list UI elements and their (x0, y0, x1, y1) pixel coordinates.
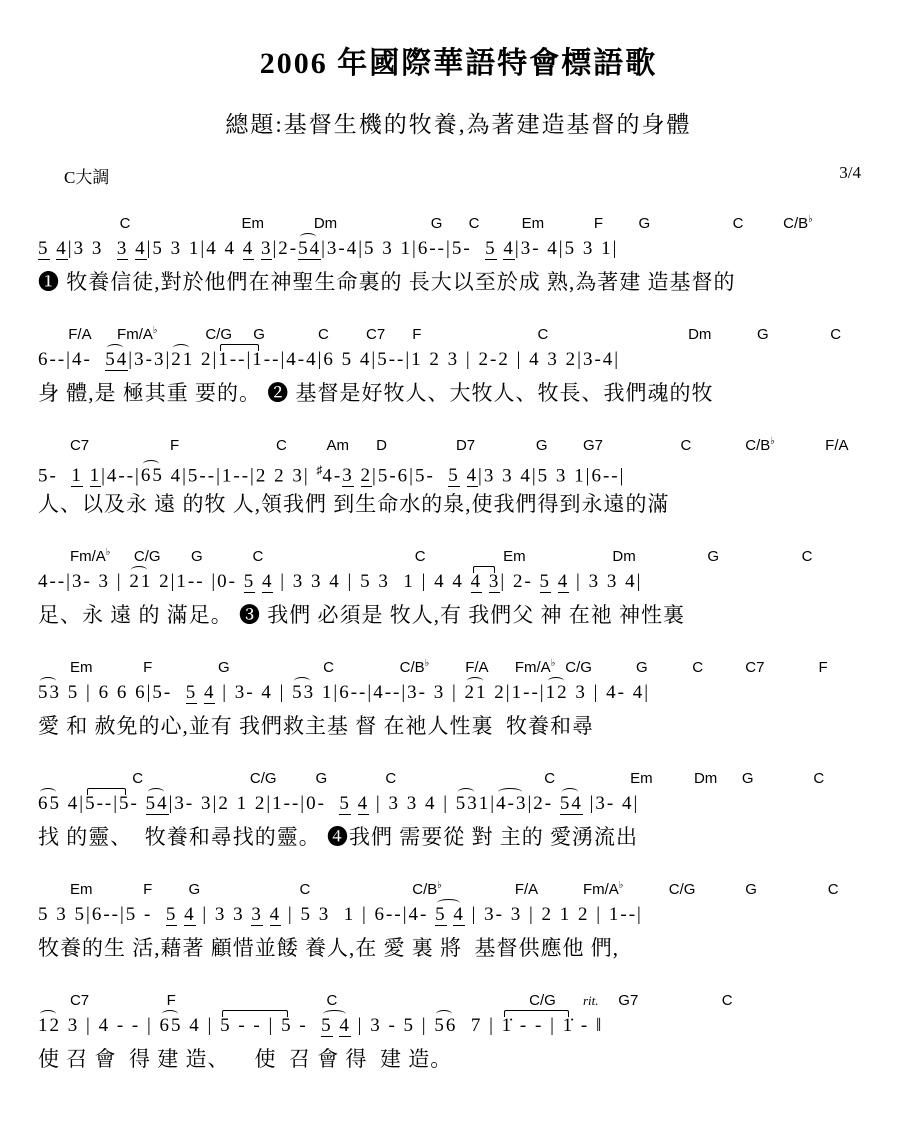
tempo-marking: rit. (582, 993, 599, 1008)
chord-label: C (468, 215, 480, 232)
notation-line: 6--|4- 54|3-3|21 2|1--|1--|4-4|6 5 4|5--|1 2 3 | 2-2 | 4 3 2|3-4| (38, 343, 879, 376)
flat-sign: ♭ (550, 658, 556, 669)
chord-label: D7 (455, 437, 476, 454)
chord-label: F (166, 992, 176, 1009)
chord-row (38, 542, 879, 565)
music-system-5 (38, 653, 879, 743)
music-system-6 (38, 764, 879, 854)
chord-label: C/G (249, 770, 277, 787)
chord-label: C (414, 548, 426, 565)
chord-label: G (741, 770, 754, 787)
lyrics-line: ❶ 牧養信徒,對於他們在神聖生命裏的 長大以至於成 熟,為著建 造基督的 (38, 270, 736, 294)
chord-label: C (318, 326, 329, 343)
flat-sign: ♭ (105, 547, 111, 558)
slur-group: 5 4 (435, 898, 465, 931)
chord-label: C7 (69, 992, 90, 1009)
chord-label: Dm (688, 326, 712, 343)
score (38, 209, 879, 1076)
chord-label: C7 (745, 659, 765, 676)
slur-group: 56 (434, 1009, 457, 1042)
chord-label: C (830, 326, 842, 343)
chord-label: C/G (205, 326, 233, 343)
notation-line: 5- 1 1|4--|65 4|5--|1--|2 2 3| ♯4-3 2|5-6|5- 5 4|3 3 4|5 3 1|6--| (38, 454, 879, 487)
chord-label: C7 (365, 326, 386, 343)
flat-sign: ♭ (618, 880, 624, 891)
slur-group: 4-3 (496, 787, 527, 820)
key-signature: C大調 (64, 168, 110, 187)
chord-label: F/A (514, 881, 539, 898)
chord-label: F (170, 437, 180, 454)
chord-label: G7 (618, 992, 639, 1009)
chord-label: C (680, 437, 692, 454)
slur-group: 54 (146, 787, 169, 820)
chord-label: C (299, 881, 311, 898)
chord-row (38, 986, 879, 1009)
chord-label: Em (241, 215, 265, 232)
chord-label: G (535, 437, 548, 454)
chord-label: C (537, 326, 549, 343)
chord-row (38, 875, 879, 898)
lyrics-line: 使 召 會 得 建 造、 使 召 會 得 建 造。 (38, 1047, 453, 1071)
lyrics-line: 愛 和 赦免的心,並有 我們救主基 督 在祂人性裏 牧養和尋 (38, 714, 594, 738)
slur-group: 5 4 (321, 1009, 351, 1042)
flat-sign: ♭ (152, 325, 158, 336)
tie-group: 4 3 (471, 565, 501, 598)
chord-label: Em (521, 215, 545, 232)
chord-label: Dm (612, 548, 636, 565)
flat-sign: ♭ (770, 436, 775, 447)
flat-sign: ♭ (808, 214, 813, 225)
slur-group: 54 (560, 787, 583, 820)
tie-group: 1̇ - - | 1̇ (502, 1009, 574, 1042)
lyrics-line: 人、以及永 遠 的牧 人,領我們 到生命水的泉,使我們得到永遠的滿 (38, 492, 670, 516)
chord-label: Fm/A♭ (514, 658, 556, 676)
chord-label: C/G (668, 881, 696, 898)
lyrics-line: 牧養的生 活,藉著 顧惜並餧 養人,在 愛 裏 將 基督供應他 們, (38, 936, 619, 960)
chord-label: G (635, 659, 648, 676)
chord-label: G (315, 770, 328, 787)
slur-group: 54 (298, 232, 321, 265)
slur-group: 54 (105, 343, 128, 376)
chord-label: F (412, 326, 422, 343)
music-system-7 (38, 875, 879, 965)
chord-label: G (638, 215, 651, 232)
chord-label: Dm (313, 215, 338, 232)
chord-row (38, 764, 879, 787)
chord-label: C (323, 659, 334, 676)
chord-label: C (252, 548, 264, 565)
chord-label: C/G (565, 659, 592, 676)
chord-label: G (191, 548, 203, 565)
chord-label: C/B♭ (783, 214, 813, 232)
slur-group: 21 (171, 343, 194, 376)
chord-label: Em (69, 881, 93, 898)
chord-label: Am (326, 437, 349, 454)
chord-label: Fm/A♭ (117, 325, 158, 343)
notation-line: 65 4|5--|5- 54|3- 3|2 1 2|1--|0- 5 4 | 3 3 4 | 531|4-3|2- 54 |3- 4| (38, 787, 879, 820)
chord-label: C (813, 770, 825, 787)
key-row (38, 163, 879, 188)
chord-label: C (132, 770, 144, 787)
chord-row (38, 320, 879, 343)
music-system-2 (38, 320, 879, 410)
chord-label: C/G (529, 992, 556, 1009)
chord-label: D (376, 437, 387, 454)
chord-label: G (745, 881, 757, 898)
chord-label: C (544, 770, 556, 787)
chord-label: C (801, 548, 813, 565)
chord-label: C (326, 992, 338, 1009)
chord-label: C (827, 881, 839, 898)
chord-label: C (721, 992, 733, 1009)
slur-group: 53 (456, 787, 479, 820)
chord-label: Em (69, 659, 93, 676)
slur-group: 65 (38, 787, 61, 820)
chord-label: G (188, 881, 201, 898)
chord-label: C (692, 659, 704, 676)
chord-label: Em (630, 770, 653, 787)
music-system-1 (38, 209, 879, 299)
page-title: 2006 年國際華語特會標語歌 (259, 47, 658, 80)
chord-label: G (253, 326, 265, 343)
chord-label: F (593, 215, 604, 232)
chord-label: F (143, 659, 153, 676)
chord-label: C/B♭ (412, 880, 442, 898)
notation-line: 53 5 | 6 6 6|5- 5 4 | 3- 4 | 53 1|6--|4--|3- 3 | 21 2|1--|12 3 | 4- 4| (38, 676, 879, 709)
chord-label: F (143, 881, 153, 898)
notation-line: 5 4|3 3 3 4|5 3 1|4 4 4 3|2-54|3-4|5 3 1|6--|5- 5 4|3- 4|5 3 1| (38, 232, 879, 265)
flat-sign: ♭ (437, 880, 442, 891)
music-system-3 (38, 431, 879, 521)
chord-label: C (276, 437, 287, 454)
chord-label: C/G (133, 548, 161, 565)
slur-group: 53 (38, 676, 61, 709)
chord-label: F/A (825, 437, 849, 454)
slur-group: 21 (129, 565, 152, 598)
chord-label: F (818, 659, 828, 676)
slur-group: 12 (546, 676, 569, 709)
chord-label: G (707, 548, 720, 565)
chord-label: G (217, 659, 230, 676)
subtitle: 總題:基督生機的牧養,為著建造基督的身體 (225, 112, 692, 137)
lyrics-line: 身 體,是 極其重 要的。 ❷ 基督是好牧人、大牧人、牧長、我們魂的牧 (38, 381, 714, 405)
lyrics-line: 足、永 遠 的 滿足。 ❸ 我們 必須是 牧人,有 我們父 神 在祂 神性裏 (38, 603, 685, 627)
slur-group: 65 (160, 1009, 183, 1042)
chord-label: C7 (69, 437, 90, 454)
chord-label: F/A (68, 326, 92, 343)
chord-row (38, 431, 879, 454)
chord-label: C (385, 770, 397, 787)
slur-group: 21 (465, 676, 488, 709)
tie-group: 5 - - | 5 (220, 1009, 292, 1042)
notation-line: 4--|3- 3 | 21 2|1-- |0- 5 4 | 3 3 4 | 5 3 1 | 4 4 4 3| 2- 5 4 | 3 3 4| (38, 565, 879, 598)
sharp-sign: ♯ (316, 463, 323, 477)
flat-sign: ♭ (424, 658, 430, 669)
chord-label: Em (503, 548, 526, 565)
slur-group: 53 (292, 676, 315, 709)
chord-label: G7 (582, 437, 603, 454)
slur-group: 65 (141, 459, 164, 492)
lyrics-line: 找 的靈、 牧養和尋找的靈。 ❹我們 需要從 對 主的 愛湧流出 (38, 825, 638, 849)
chord-label: C (119, 215, 131, 232)
chord-label: C (732, 215, 744, 232)
tie-group: 1--|1 (218, 343, 263, 376)
notation-line: 5 3 5|6--|5 - 5 4 | 3 3 3 4 | 5 3 1 | 6--|4- 5 4 | 3- 3 | 2 1 2 | 1--| (38, 898, 879, 931)
chord-label: C/B♭ (745, 436, 775, 454)
chord-row (38, 653, 879, 676)
chord-label: Dm (693, 770, 718, 787)
slur-group: 12 (38, 1009, 61, 1042)
chord-label: Fm/A♭ (582, 880, 624, 898)
notation-line: 12 3 | 4 - - | 65 4 | 5 - - | 5 - 5 4 | 3 - 5 | 56 7 | 1̇ - - | 1̇ - ‖ (38, 1009, 879, 1042)
tie-group: 5--|5 (85, 787, 130, 820)
chord-row (38, 209, 879, 232)
chord-label: C/B♭ (399, 658, 430, 676)
time-signature: 3/4 (839, 163, 861, 182)
chord-label: F/A (465, 659, 489, 676)
chord-label: Fm/A♭ (69, 547, 111, 565)
music-system-8 (38, 986, 879, 1076)
chord-label: G (757, 326, 769, 343)
music-system-4 (38, 542, 879, 632)
chord-label: G (430, 215, 443, 232)
